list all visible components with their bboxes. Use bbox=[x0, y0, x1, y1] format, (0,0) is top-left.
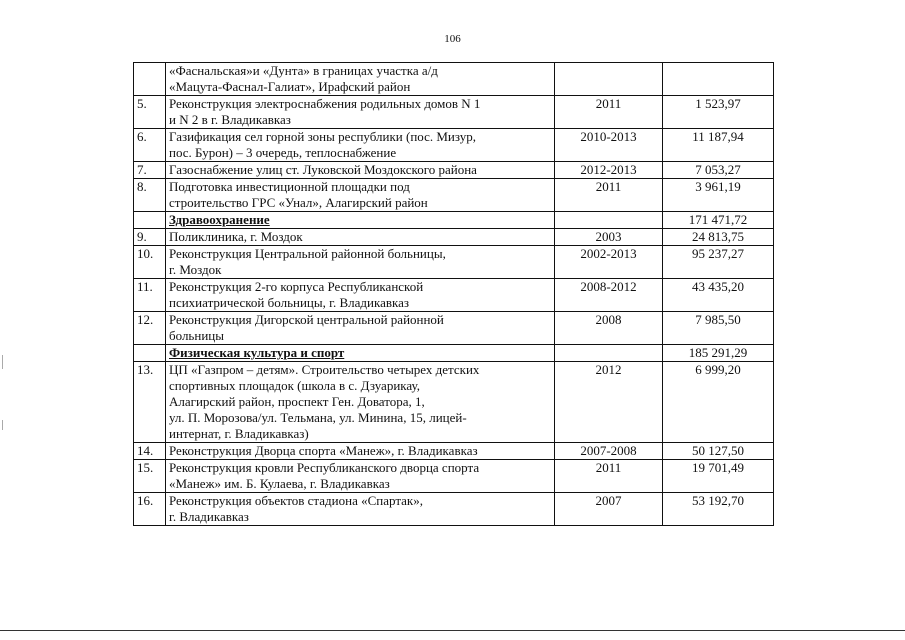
table-row bbox=[134, 279, 774, 312]
row-number: 6. bbox=[134, 129, 166, 162]
project-name-line: «Мацута-Фаснал-Галиат», Ирафский район bbox=[169, 79, 411, 94]
project-name-line: Реконструкция 2-го корпуса Республиканской bbox=[169, 279, 424, 294]
row-number: 7. bbox=[134, 162, 166, 179]
project-name-line: г. Моздок bbox=[169, 262, 222, 277]
project-name-line: спортивных площадок (школа в с. Дзуарикау, bbox=[169, 378, 420, 393]
year-cell: 2003 bbox=[555, 229, 663, 246]
project-name-line: Реконструкция кровли Республиканского дворца спорта bbox=[169, 460, 480, 475]
table-row bbox=[134, 179, 774, 212]
table-row bbox=[134, 229, 774, 246]
project-name-line: Реконструкция Дигорской центральной районной bbox=[169, 312, 444, 327]
table-row bbox=[134, 493, 774, 526]
project-name-cell bbox=[166, 229, 555, 246]
project-name-line: Реконструкция Дворца спорта «Манеж», г. Владикавказ bbox=[169, 443, 478, 458]
year-cell: 2012-2013 bbox=[555, 162, 663, 179]
project-name-line: психиатрической больницы, г. Владикавказ bbox=[169, 295, 410, 310]
project-name-cell bbox=[166, 179, 555, 212]
row-number: 13. bbox=[134, 362, 166, 443]
project-name-line: «Фаснальская»и «Дунта» в границах участка а/д bbox=[169, 63, 438, 78]
project-name-cell bbox=[166, 362, 555, 443]
project-name-line: Реконструкция электроснабжения родильных домов N 1 bbox=[169, 96, 481, 111]
year-cell: 2002-2013 bbox=[555, 246, 663, 279]
section-title: Физическая культура и спорт bbox=[169, 345, 345, 360]
amount-cell: 1 523,97 bbox=[663, 96, 774, 129]
row-number: 11. bbox=[134, 279, 166, 312]
project-name-line: ЦП «Газпром – детям». Строительство четырех детских bbox=[169, 362, 480, 377]
year-cell: 2007 bbox=[555, 493, 663, 526]
table-row bbox=[134, 312, 774, 345]
row-number: 10. bbox=[134, 246, 166, 279]
project-name-cell bbox=[166, 279, 555, 312]
amount-cell: 7 985,50 bbox=[663, 312, 774, 345]
scan-mark bbox=[2, 420, 3, 430]
section-total-cell: 185 291,29 bbox=[663, 345, 774, 362]
amount-cell: 11 187,94 bbox=[663, 129, 774, 162]
project-name-line: г. Владикавказ bbox=[169, 509, 249, 524]
project-name-line: Реконструкция объектов стадиона «Спартак», bbox=[169, 493, 423, 508]
year-cell bbox=[555, 212, 663, 229]
project-name-cell bbox=[166, 312, 555, 345]
year-cell bbox=[555, 345, 663, 362]
project-name-line: Газоснабжение улиц ст. Луковской Моздокского района bbox=[169, 162, 477, 177]
row-number bbox=[134, 63, 166, 96]
row-number: 5. bbox=[134, 96, 166, 129]
project-name-cell bbox=[166, 460, 555, 493]
project-name-cell bbox=[166, 162, 555, 179]
table-row bbox=[134, 443, 774, 460]
table-row bbox=[134, 162, 774, 179]
table-row bbox=[134, 129, 774, 162]
row-number: 15. bbox=[134, 460, 166, 493]
project-name-cell bbox=[166, 129, 555, 162]
amount-cell: 6 999,20 bbox=[663, 362, 774, 443]
year-cell bbox=[555, 63, 663, 96]
amount-cell: 19 701,49 bbox=[663, 460, 774, 493]
project-name-cell bbox=[166, 493, 555, 526]
section-title: Здравоохранение bbox=[169, 212, 270, 227]
amount-cell: 53 192,70 bbox=[663, 493, 774, 526]
table-row bbox=[134, 96, 774, 129]
year-cell: 2008-2012 bbox=[555, 279, 663, 312]
project-name-line: строительство ГРС «Унал», Алагирский район bbox=[169, 195, 428, 210]
row-number: 9. bbox=[134, 229, 166, 246]
amount-cell: 50 127,50 bbox=[663, 443, 774, 460]
year-cell: 2011 bbox=[555, 96, 663, 129]
row-number: 12. bbox=[134, 312, 166, 345]
project-name-line: интернат, г. Владикавказ) bbox=[169, 426, 309, 441]
scan-mark bbox=[2, 355, 3, 369]
amount-cell: 95 237,27 bbox=[663, 246, 774, 279]
amount-cell bbox=[663, 63, 774, 96]
project-name-line: «Манеж» им. Б. Кулаева, г. Владикавказ bbox=[169, 476, 390, 491]
project-name-line: пос. Бурон) – 3 очередь, теплоснабжение bbox=[169, 145, 397, 160]
row-number: 8. bbox=[134, 179, 166, 212]
section-row bbox=[134, 212, 774, 229]
year-cell: 2007-2008 bbox=[555, 443, 663, 460]
amount-cell: 43 435,20 bbox=[663, 279, 774, 312]
year-cell: 2010-2013 bbox=[555, 129, 663, 162]
projects-table bbox=[133, 62, 774, 526]
amount-cell: 3 961,19 bbox=[663, 179, 774, 212]
section-title-cell bbox=[166, 212, 555, 229]
amount-cell: 7 053,27 bbox=[663, 162, 774, 179]
year-cell: 2011 bbox=[555, 179, 663, 212]
project-name-line: ул. П. Морозова/ул. Тельмана, ул. Минина, 15, лицей- bbox=[169, 410, 467, 425]
page-number: 106 bbox=[444, 33, 461, 45]
project-name-cell bbox=[166, 246, 555, 279]
row-number bbox=[134, 345, 166, 362]
project-name-line: Реконструкция Центральной районной больницы, bbox=[169, 246, 446, 261]
table-row bbox=[134, 63, 774, 96]
project-name-line: Подготовка инвестиционной площадки под bbox=[169, 179, 410, 194]
table-row bbox=[134, 246, 774, 279]
year-cell: 2011 bbox=[555, 460, 663, 493]
year-cell: 2012 bbox=[555, 362, 663, 443]
project-name-line: Газификация сел горной зоны республики (пос. Мизур, bbox=[169, 129, 476, 144]
bottom-rule bbox=[0, 630, 905, 631]
row-number: 16. bbox=[134, 493, 166, 526]
section-total-cell: 171 471,72 bbox=[663, 212, 774, 229]
project-name-cell bbox=[166, 96, 555, 129]
project-name-line: Алагирский район, проспект Ген. Доватора, 1, bbox=[169, 394, 425, 409]
year-cell: 2008 bbox=[555, 312, 663, 345]
project-name-line: больницы bbox=[169, 328, 224, 343]
table-row bbox=[134, 362, 774, 443]
project-name-line: и N 2 в г. Владикавказ bbox=[169, 112, 291, 127]
project-name-cell bbox=[166, 63, 555, 96]
row-number bbox=[134, 212, 166, 229]
section-row bbox=[134, 345, 774, 362]
section-title-cell bbox=[166, 345, 555, 362]
table-row bbox=[134, 460, 774, 493]
project-name-cell bbox=[166, 443, 555, 460]
project-name-line: Поликлиника, г. Моздок bbox=[169, 229, 303, 244]
table-body bbox=[134, 63, 774, 526]
amount-cell: 24 813,75 bbox=[663, 229, 774, 246]
row-number: 14. bbox=[134, 443, 166, 460]
